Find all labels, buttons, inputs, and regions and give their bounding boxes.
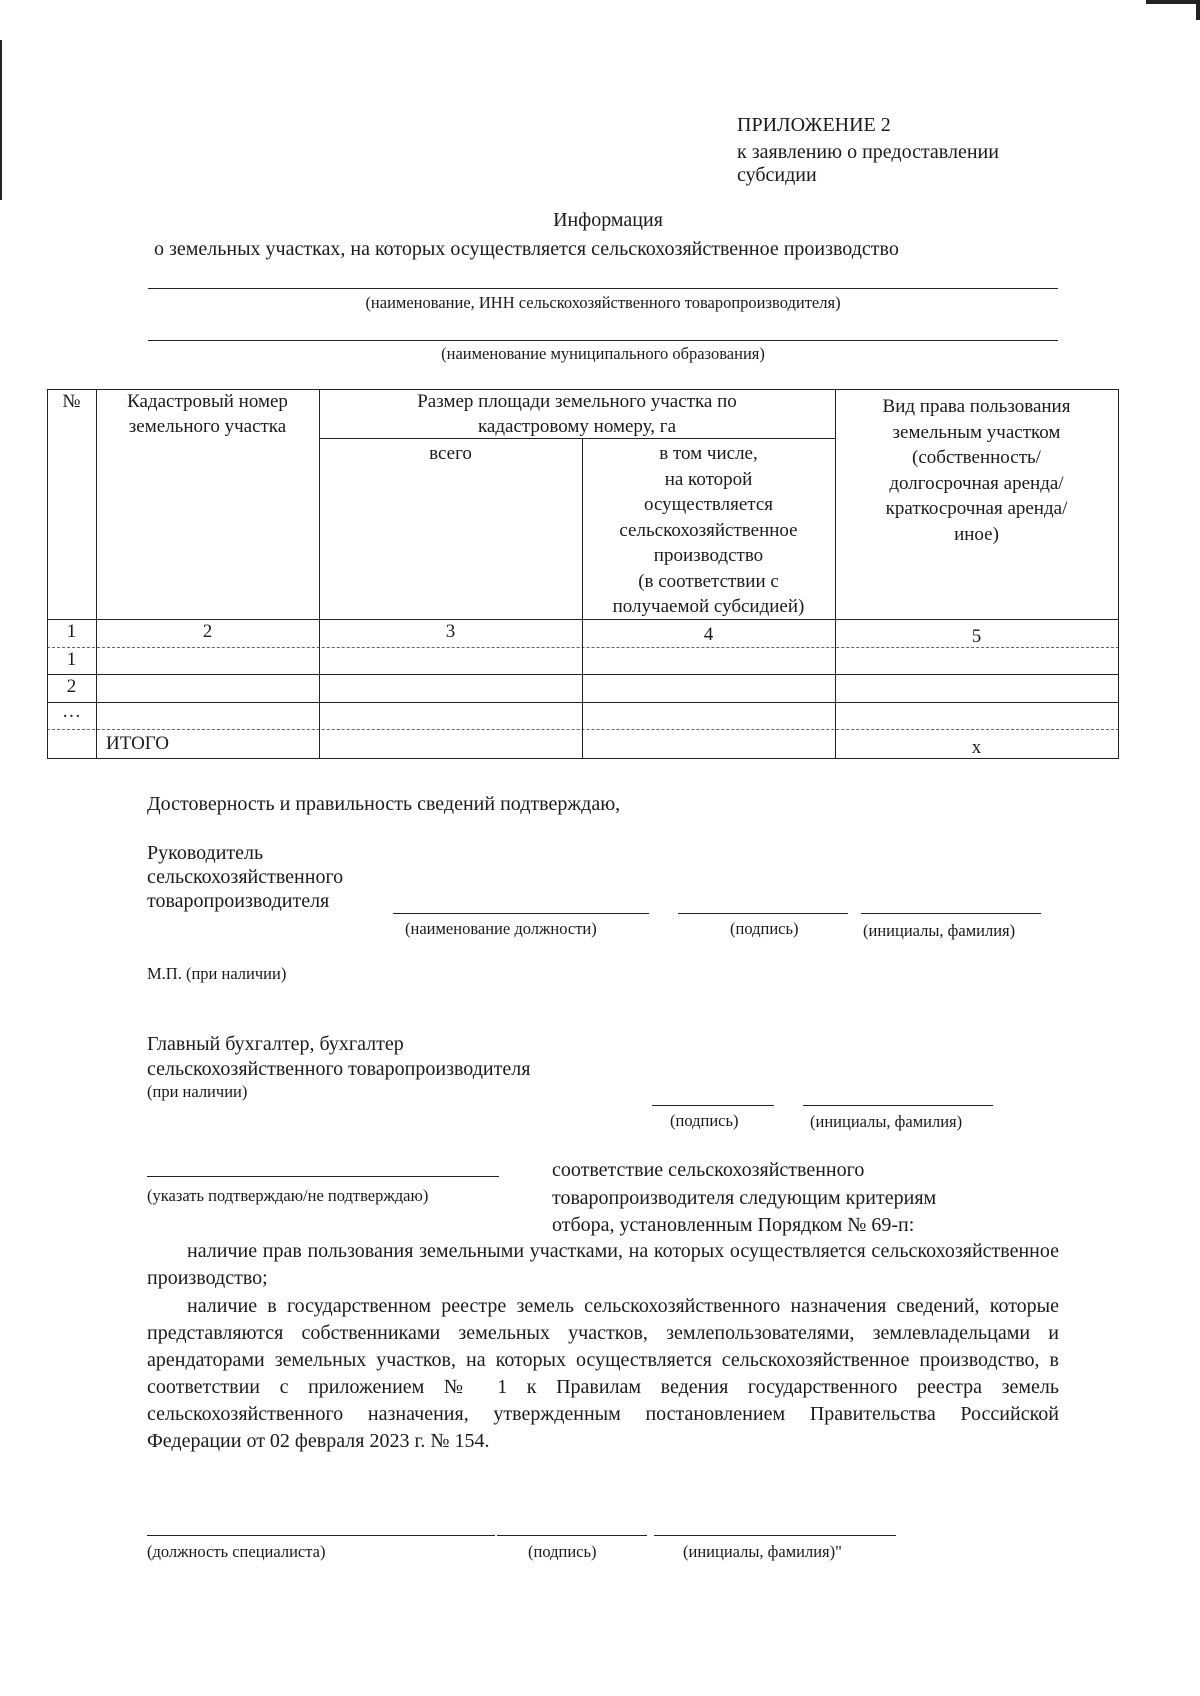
head-sign-line <box>678 913 848 914</box>
stamp-label: М.П. (при наличии) <box>147 964 287 983</box>
head-position-caption: (наименование должности) <box>405 919 597 938</box>
specialist-sign-caption: (подпись) <box>528 1542 597 1561</box>
header-right-type: Вид права пользования земельным участком (собственность/ долгосрочная аренда/ краткосрочная аренда/ иное) <box>882 396 1071 545</box>
accountant-name-line <box>803 1105 993 1106</box>
specialist-name-caption: (инициалы, фамилия)" <box>683 1542 842 1561</box>
head-name-caption: (инициалы, фамилия) <box>863 921 1016 940</box>
column-number: 4 <box>703 624 714 645</box>
head-label: сельскохозяйственного <box>147 866 344 888</box>
document-title: Информация <box>553 209 663 231</box>
table-row: … <box>62 701 81 722</box>
appendix-subtitle: к заявлению о предоставлении <box>737 141 999 163</box>
appendix-title: ПРИЛОЖЕНИЕ 2 <box>737 114 891 136</box>
header-area: Размер площади земельного участка по кадастровому номеру, га <box>417 391 737 437</box>
appendix-subtitle: субсидии <box>737 164 817 186</box>
head-label: товаропроизводителя <box>147 890 330 912</box>
criteria-text: соответствие сельскохозяйственного <box>552 1159 865 1181</box>
specialist-position-line <box>147 1535 495 1536</box>
header-number: № <box>62 391 81 412</box>
criteria-text: товаропроизводителя следующим критериям <box>552 1187 937 1209</box>
total-mark: х <box>971 737 982 758</box>
column-number: 3 <box>445 621 456 642</box>
specialist-sign-line <box>497 1535 647 1536</box>
header-cadastral: Кадастровый номер земельного участка <box>127 391 288 437</box>
header-area-total: всего <box>429 443 472 464</box>
accountant-sign-caption: (подпись) <box>670 1111 739 1130</box>
accountant-name-caption: (инициалы, фамилия) <box>810 1112 963 1131</box>
municipality-line <box>148 340 1058 341</box>
accountant-sign-line <box>652 1105 774 1106</box>
specialist-position-caption: (должность специалиста) <box>147 1542 326 1561</box>
criteria-item-2: наличие в государственном реестре земель сельскохозяйственного назначения сведений, которые представляются собственниками земельных участков, землепользователями, землевладельцами и арендаторами земельных участков, на которых осуществляется сельскохозяйственное производство, в соответствии с приложением № 1 к Правилам ведения государственного реестра земель сельскохозяйственного назначения, утвержденным постановлением Правительства Российской Федерации от 02 февраля 2023 г. № 154. <box>147 1295 1059 1452</box>
total-label: ИТОГО <box>106 733 170 754</box>
producer-caption: (наименование, ИНН сельскохозяйственного товаропроизводителя) <box>365 293 841 312</box>
municipality-caption: (наименование муниципального образования) <box>441 344 765 363</box>
head-sign-caption: (подпись) <box>730 919 799 938</box>
criteria-paragraph <box>147 1238 1059 1292</box>
column-number: 1 <box>66 621 77 642</box>
table-row: 1 <box>66 649 77 670</box>
table-row: 2 <box>66 676 77 697</box>
scan-edge-mark <box>1196 0 1200 20</box>
column-number: 5 <box>971 626 982 647</box>
confirm-text: Достоверность и правильность сведений подтверждаю, <box>147 793 621 815</box>
header-area-including: в том числе, на которой осуществляется сельскохозяйственное производство (в соответствии с получаемой субсидией) <box>612 443 805 617</box>
accountant-label: Главный бухгалтер, бухгалтер <box>147 1033 404 1055</box>
specialist-name-line <box>654 1535 896 1536</box>
document-subtitle: о земельных участках, на которых осуществляется сельскохозяйственное производство <box>154 238 899 260</box>
column-number: 2 <box>202 621 213 642</box>
criteria-paragraph <box>147 1293 1059 1455</box>
criteria-text: отбора, установленным Порядком № 69-п: <box>552 1214 915 1236</box>
criteria-item-1: наличие прав пользования земельными участками, на которых осуществляется сельскохозяйственное производство; <box>147 1240 1059 1289</box>
accountant-label: сельскохозяйственного товаропроизводителя <box>147 1058 531 1080</box>
scan-edge-mark <box>1146 0 1200 4</box>
head-label: Руководитель <box>147 842 264 864</box>
confirm-choice-caption: (указать подтверждаю/не подтверждаю) <box>147 1186 429 1205</box>
accountant-note: (при наличии) <box>147 1082 248 1101</box>
land-plots-table <box>47 389 1119 759</box>
head-name-line <box>861 913 1041 914</box>
scan-edge-mark <box>0 40 2 200</box>
head-position-line <box>393 913 649 914</box>
producer-name-line <box>148 288 1058 289</box>
confirm-choice-line <box>147 1176 499 1177</box>
